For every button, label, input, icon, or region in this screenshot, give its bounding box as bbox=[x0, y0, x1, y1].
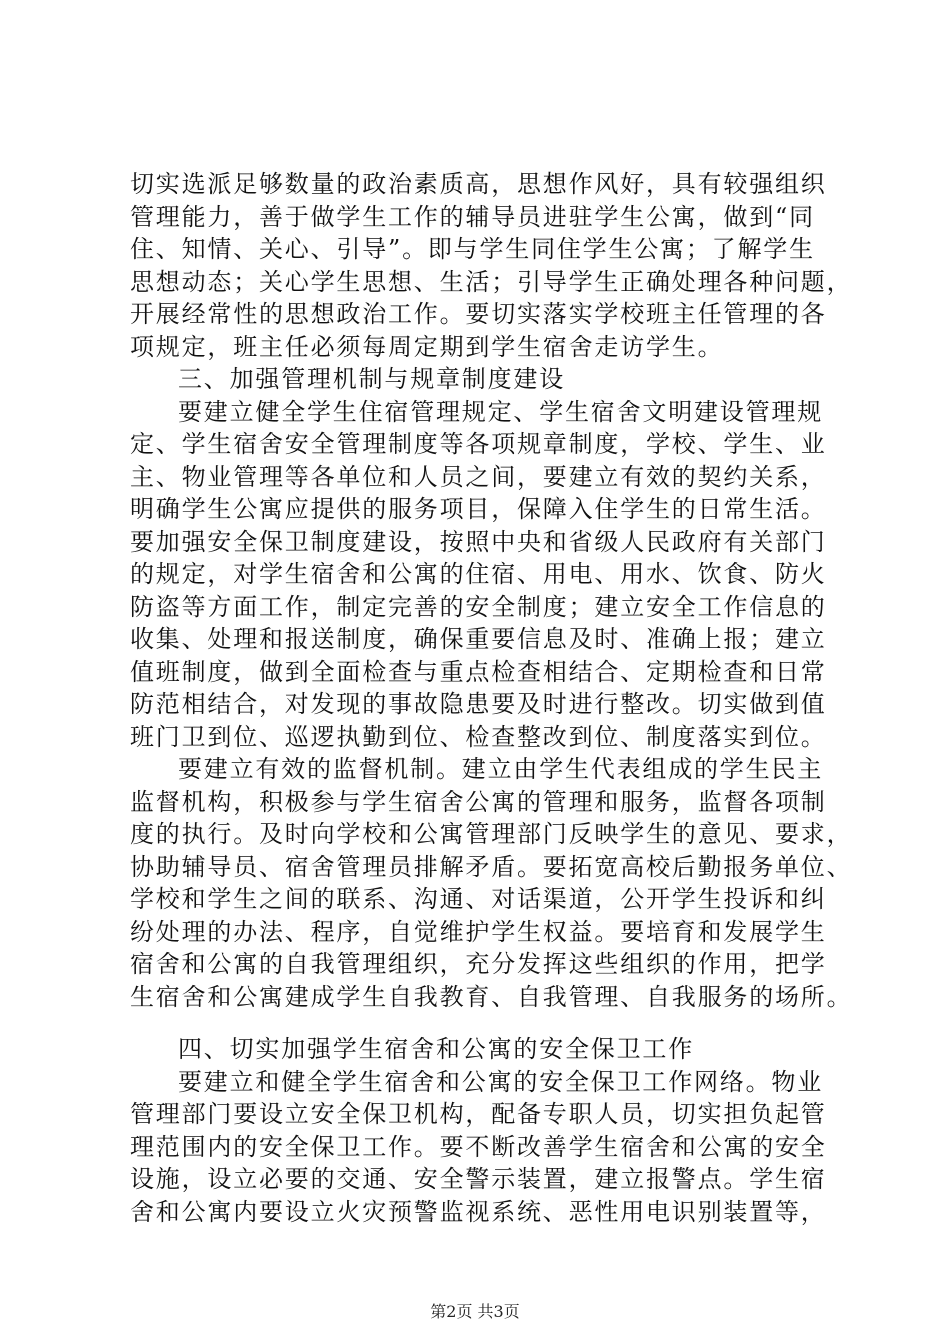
text-line: 管理能力，善于做学生工作的辅导员进驻学生公寓，做到“同 bbox=[130, 202, 815, 231]
text-line: 班门卫到位、巡逻执勤到位、检查整改到位、制度落实到位。 bbox=[130, 722, 827, 751]
text-line: 要建立有效的监督机制。建立由学生代表组成的学生民主 bbox=[178, 755, 823, 783]
text-line: 住、知情、关心、引导”。即与学生同住学生公寓；了解学生 bbox=[130, 235, 815, 263]
text-line: 学校和学生之间的联系、沟通、对话渠道，公开学生投诉和纠 bbox=[130, 885, 827, 913]
text-line: 切实选派足够数量的政治素质高，思想作风好，具有较强组织 bbox=[130, 170, 827, 198]
text-line: 设施，设立必要的交通、安全警示装置，建立报警点。学生宿 bbox=[130, 1165, 827, 1193]
text-line: 要建立和健全学生宿舍和公寓的安全保卫工作网络。物业 bbox=[178, 1067, 823, 1096]
text-line: 开展经常性的思想政治工作。要切实落实学校班主任管理的各 bbox=[130, 300, 827, 328]
section-heading-4: 四、切实加强学生宿舍和公寓的安全保卫工作 bbox=[178, 1035, 694, 1063]
text-line: 明确学生公寓应提供的服务项目，保障入住学生的日常生活。 bbox=[130, 495, 827, 523]
text-line: 度的执行。及时向学校和公寓管理部门反映学生的意见、要求， bbox=[130, 820, 853, 848]
text-line: 舍和公寓内要设立火灾预警监视系统、恶性用电识别装置等， bbox=[130, 1197, 827, 1226]
page-footer: 第2页 共3页 bbox=[430, 1302, 520, 1321]
text-line: 监督机构，积极参与学生宿舍公寓的管理和服务，监督各项制 bbox=[130, 787, 827, 816]
body-text bbox=[130, 168, 853, 1228]
text-line: 管理部门要设立安全保卫机构，配备专职人员，切实担负起管 bbox=[130, 1100, 827, 1128]
text-line: 收集、处理和报送制度，确保重要信息及时、准确上报；建立 bbox=[130, 625, 827, 653]
text-line: 的规定，对学生宿舍和公寓的住宿、用电、用水、饮食、防火 bbox=[130, 560, 827, 588]
text-line: 理范围内的安全保卫工作。要不断改善学生宿舍和公寓的安全 bbox=[130, 1132, 827, 1161]
text-line: 思想动态；关心学生思想、生活；引导学生正确处理各种问题， bbox=[130, 267, 853, 296]
text-line: 防盗等方面工作，制定完善的安全制度；建立安全工作信息的 bbox=[130, 592, 827, 621]
text-line: 要建立健全学生住宿管理规定、学生宿舍文明建设管理规 bbox=[178, 397, 823, 426]
paragraph-gap bbox=[130, 1013, 830, 1033]
text-line: 生宿舍和公寓建成学生自我教育、自我管理、自我服务的场所。 bbox=[130, 982, 853, 1011]
text-line: 主、物业管理等各单位和人员之间，要建立有效的契约关系， bbox=[130, 462, 827, 491]
text-line: 项规定，班主任必须每周定期到学生宿舍走访学生。 bbox=[130, 332, 724, 361]
text-line: 纷处理的办法、程序，自觉维护学生权益。要培育和发展学生 bbox=[130, 917, 827, 946]
text-line: 宿舍和公寓的自我管理组织，充分发挥这些组织的作用，把学 bbox=[130, 950, 827, 978]
text-line: 值班制度，做到全面检查与重点检查相结合、定期检查和日常 bbox=[130, 657, 827, 686]
text-line: 防范相结合，对发现的事故隐患要及时进行整改。切实做到值 bbox=[130, 690, 827, 718]
text-line: 定、学生宿舍安全管理制度等各项规章制度，学校、学生、业 bbox=[130, 430, 827, 458]
text-line: 协助辅导员、宿舍管理员排解矛盾。要拓宽高校后勤报务单位、 bbox=[130, 852, 853, 881]
text-line: 要加强安全保卫制度建设，按照中央和省级人民政府有关部门 bbox=[130, 527, 827, 556]
section-heading-3: 三、加强管理机制与规章制度建设 bbox=[178, 365, 565, 393]
